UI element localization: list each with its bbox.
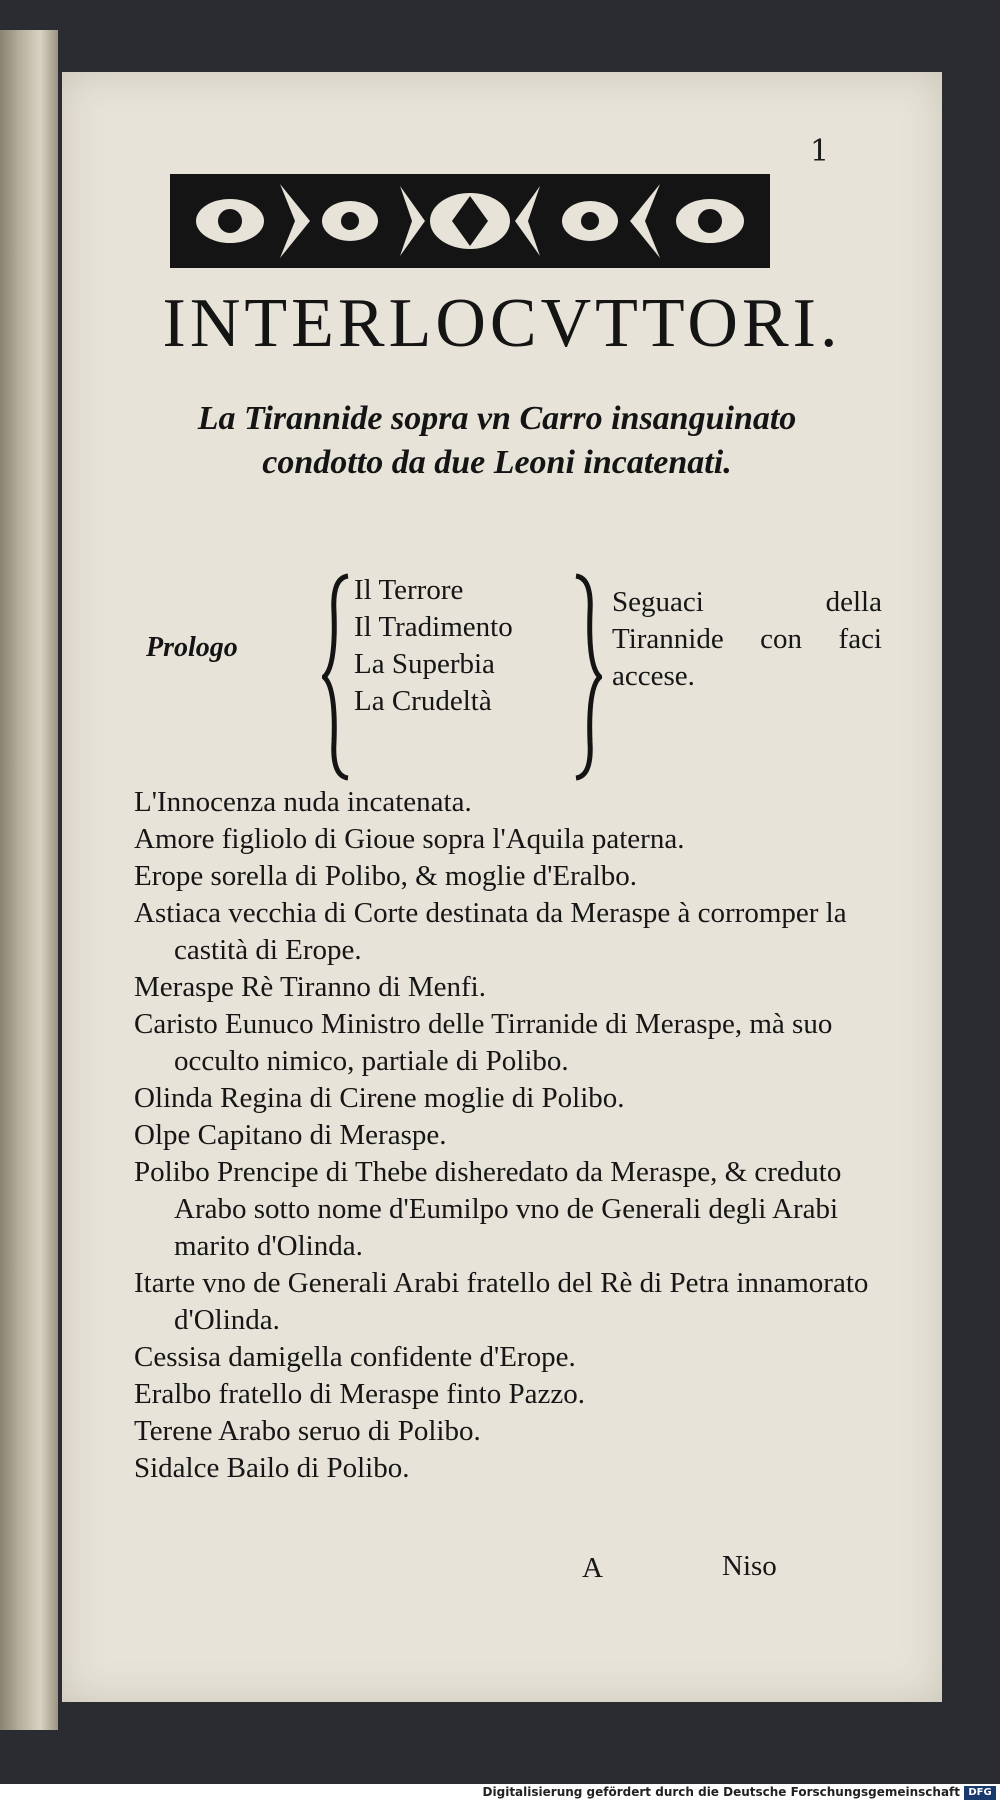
character-list [134, 784, 894, 1487]
credit-bar [0, 1784, 1000, 1803]
prologo-label: Prologo [146, 632, 238, 663]
page-title: INTERLOCVTTORI. [162, 285, 842, 362]
prologo-group [142, 572, 882, 792]
list-item: Cessisa damigella confidente d'Erope. [134, 1341, 576, 1373]
prologo-member: La Superbia [354, 648, 495, 680]
prologo-member: Il Tradimento [354, 611, 513, 643]
list-item: L'Innocenza nuda incatenata. [134, 786, 472, 818]
list-item: Polibo Prencipe di Thebe disheredato da Meraspe, & creduto Arabo sotto nome d'Eumilpo vno de Generali degli Arabi marito d'Olinda. [134, 1156, 842, 1262]
dfg-logo-icon: DFG [964, 1786, 996, 1800]
list-item: Caristo Eunuco Ministro delle Tirranide di Meraspe, mà suo occulto nimico, partiale di Polibo. [134, 1008, 833, 1077]
list-item: Olinda Regina di Cirene moglie di Polibo. [134, 1082, 625, 1114]
prologo-members [354, 572, 513, 720]
list-item: Astiaca vecchia di Corte destinata da Meraspe à corromper la castità di Erope. [134, 897, 847, 966]
list-item: Terene Arabo seruo di Polibo. [134, 1415, 481, 1447]
page-number: 1 [810, 134, 830, 169]
book-page [62, 72, 942, 1702]
prologo-member: Il Terrore [354, 574, 464, 606]
catchword: Niso [722, 1550, 777, 1582]
list-item: Meraspe Rè Tiranno di Menfi. [134, 971, 486, 1003]
signature-mark: A [582, 1552, 603, 1584]
list-item: Amore figliolo di Gioue sopra l'Aquila paterna. [134, 823, 685, 855]
ornament-headpiece-icon [170, 174, 770, 268]
credit-text: Digitalisierung gefördert durch die Deutsche Forschungsgemeinschaft [482, 1785, 960, 1799]
seguaci-note: Seguaci della Tirannide con faci accese. [612, 586, 882, 692]
list-item: Erope sorella di Polibo, & moglie d'Eralbo. [134, 860, 637, 892]
prologo-member: La Crudeltà [354, 685, 492, 717]
book-spine [0, 30, 58, 1730]
right-brace-icon [572, 572, 602, 782]
list-item: Olpe Capitano di Meraspe. [134, 1119, 447, 1151]
left-brace-icon [322, 572, 352, 782]
list-item: Itarte vno de Generali Arabi fratello del Rè di Petra innamorato d'Olinda. [134, 1267, 869, 1336]
subtitle: La Tirannide sopra vn Carro insanguinato condotto da due Leoni incatenati. [197, 400, 797, 481]
list-item: Eralbo fratello di Meraspe finto Pazzo. [134, 1378, 585, 1410]
list-item: Sidalce Bailo di Polibo. [134, 1452, 410, 1484]
